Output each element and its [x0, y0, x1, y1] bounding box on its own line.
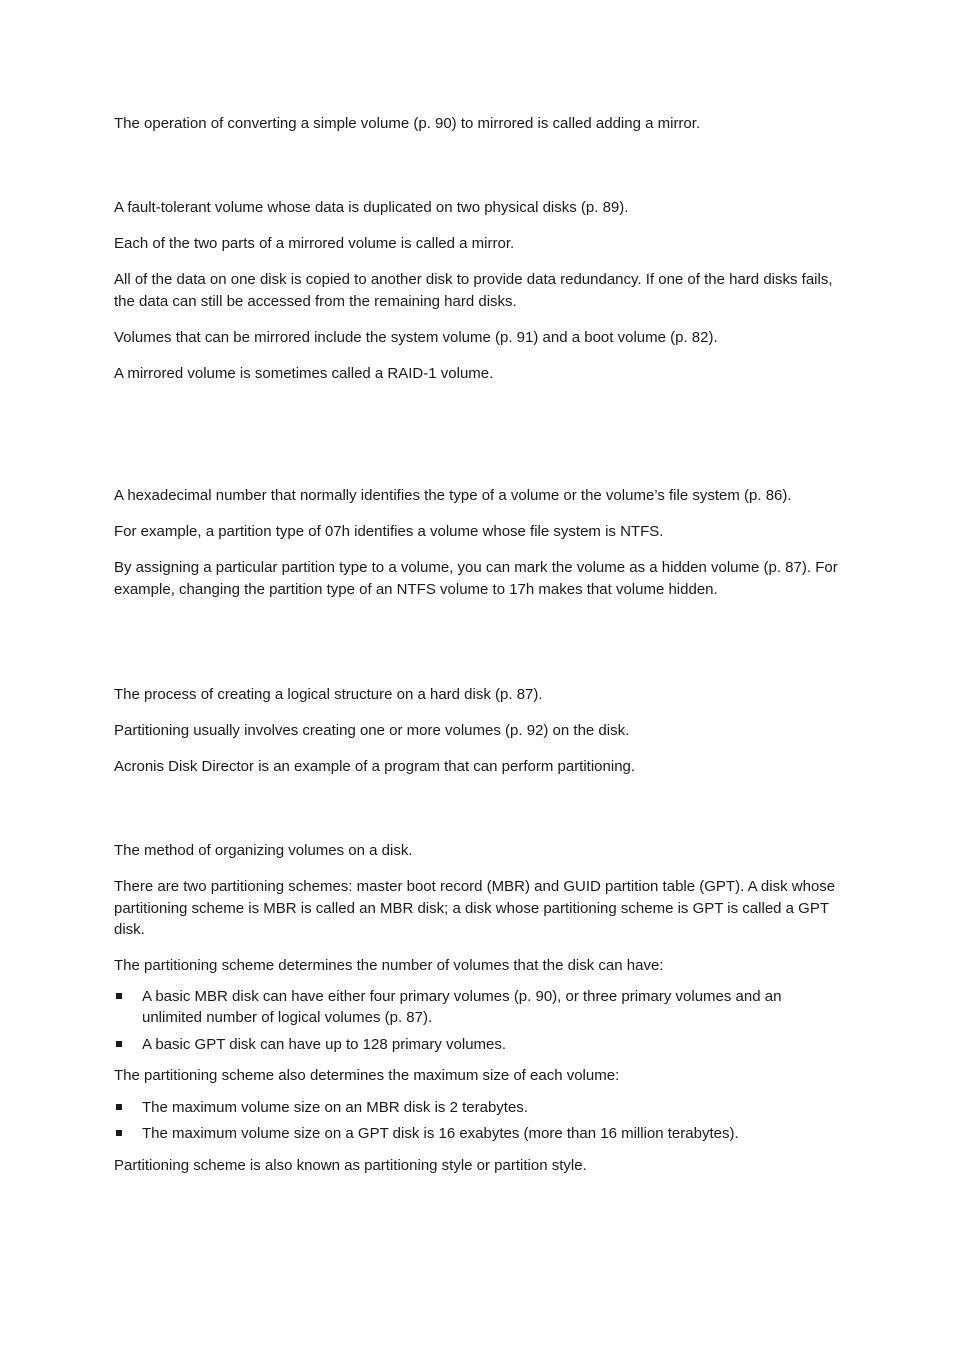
paragraph: A hexadecimal number that normally identifies the type of a volume or the volume’s file system (p. 86). [114, 487, 792, 504]
paragraph: The method of organizing volumes on a disk. [114, 842, 413, 859]
paragraph: A fault-tolerant volume whose data is duplicated on two physical disks (p. 89). [114, 199, 629, 216]
section-partitioning [114, 684, 842, 792]
paragraph: Acronis Disk Director is an example of a program that can perform partitioning. [114, 758, 636, 775]
list-item [114, 1034, 842, 1056]
paragraph: Partitioning usually involves creating one or more volumes (p. 92) on the disk. [114, 722, 630, 739]
paragraph: Volumes that can be mirrored include the system volume (p. 91) and a boot volume (p. 82). [114, 328, 718, 346]
paragraph: There are two partitioning schemes: master boot record (MBR) and GUID partition table (GPT). A disk whose partitioning scheme is MBR is called an MBR disk; a disk whose partitioning scheme is GPT is called a GPT disk. [114, 878, 836, 938]
list-item [114, 986, 842, 1029]
paragraph: For example, a partition type of 07h identifies a volume whose file system is NTFS. [114, 523, 664, 540]
paragraph: By assigning a particular partition type to a volume, you can mark the volume as a hidden volume (p. 87). For example, changing the partition type of an NTFS volume to 17h makes that volume hidden. [114, 559, 838, 598]
paragraph: The partitioning scheme also determines the maximum size of each volume: [114, 1067, 620, 1084]
paragraph: Partitioning scheme is also known as partitioning style or partition style. [114, 1156, 587, 1174]
paragraph: The partitioning scheme determines the number of volumes that the disk can have: [114, 957, 664, 974]
list-item [114, 1123, 842, 1145]
list-item-text: A basic GPT disk can have up to 128 primary volumes. [142, 1035, 507, 1053]
section-partition-type [114, 485, 842, 615]
bullet-square-icon [116, 1041, 122, 1047]
paragraph: The operation of converting a simple volume (p. 90) to mirrored is called adding a mirror. [114, 115, 701, 132]
paragraph: The process of creating a logical structure on a hard disk (p. 87). [114, 686, 543, 703]
bullet-square-icon [116, 993, 122, 999]
list-item-text: The maximum volume size on a GPT disk is 16 exabytes (more than 16 million terabytes). [142, 1125, 739, 1142]
section-partitioning-scheme [114, 840, 842, 1191]
paragraph: Each of the two parts of a mirrored volume is called a mirror. [114, 235, 515, 252]
bullet-square-icon [116, 1130, 122, 1136]
bullet-list-volume-count [114, 986, 842, 1056]
section-adding-mirror [114, 113, 842, 149]
paragraph: A mirrored volume is sometimes called a RAID-1 volume. [114, 364, 494, 382]
list-item [114, 1097, 842, 1119]
paragraph: All of the data on one disk is copied to another disk to provide data redundancy. If one of the hard disks fails, the data can still be accessed from the remaining hard disks. [114, 271, 833, 310]
list-item-text: A basic MBR disk can have either four primary volumes (p. 90), or three primary volumes and an unlimited number of logical volumes (p. 87). [142, 987, 782, 1026]
bullet-list-volume-size [114, 1097, 842, 1145]
list-item-text: The maximum volume size on an MBR disk is 2 terabytes. [142, 1098, 528, 1116]
section-mirrored-volume [114, 197, 842, 399]
bullet-square-icon [116, 1104, 122, 1110]
